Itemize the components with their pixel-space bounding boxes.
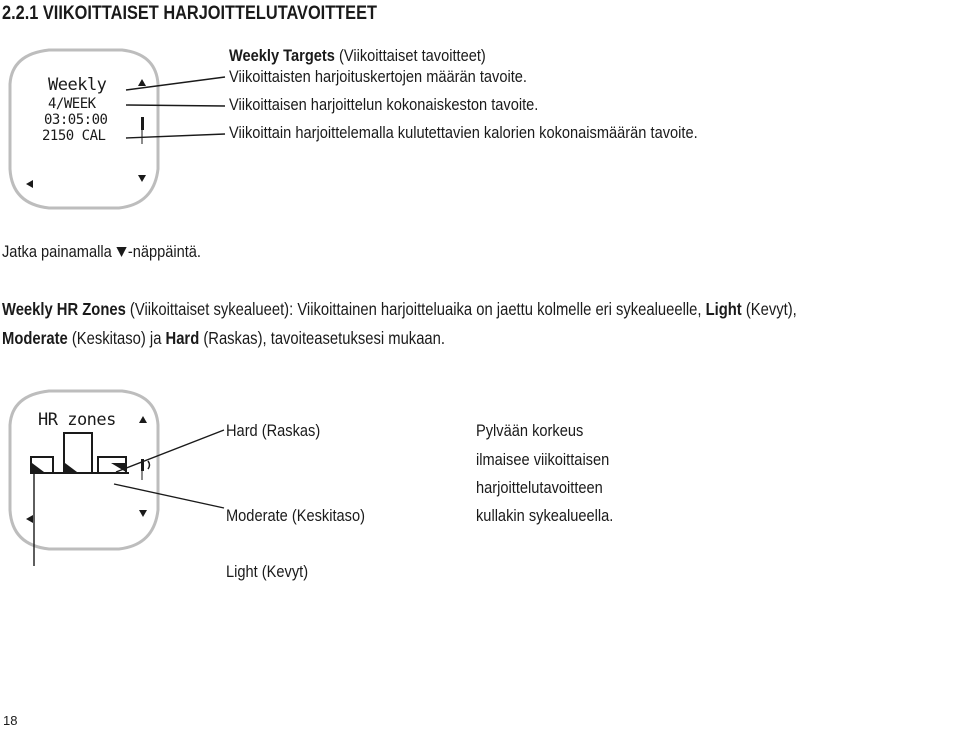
label-hard: Hard (Raskas) <box>226 421 321 440</box>
callout-lines-1 <box>120 70 230 150</box>
left-arrow-icon <box>26 180 33 188</box>
note-line-3: harjoittelutavoitteen <box>476 478 603 497</box>
note-line-2: ilmaisee viikoittaisen <box>476 450 610 469</box>
hr-zones-paragraph-line-1: Weekly HR Zones (Viikoittaiset sykealueet): Viikoittainen harjoitteluaika on jaettu kolmelle eri sykealueelle, Light (Kevyt), <box>2 299 797 319</box>
label-light: Light (Kevyt) <box>226 562 309 581</box>
watch-line-2: 4/WEEK <box>48 96 96 112</box>
note-line-4: kullakin sykealueella. <box>476 506 614 525</box>
down-arrow-icon <box>138 175 146 182</box>
watch-line-4: 2150 CAL <box>42 128 106 144</box>
target-calories: Viikoittain harjoittelemalla kulutettavien kalorien kokonaismäärän tavoite. <box>229 123 698 142</box>
target-sessions: Viikoittaisten harjoituskertojen määrän tavoite. <box>229 67 527 86</box>
watch-line-1: Weekly <box>48 75 107 95</box>
watch2-title: HR zones <box>38 410 116 430</box>
down-button-icon <box>116 246 128 258</box>
target-duration: Viikoittaisen harjoittelun kokonaiskeston tavoite. <box>229 95 539 114</box>
weekly-targets-title: Weekly Targets (Viikoittaiset tavoitteet) <box>229 46 486 65</box>
watch-line-3: 03:05:00 <box>44 112 108 128</box>
continue-instruction: Jatka painamalla -näppäintä. <box>2 242 201 261</box>
callout-line-light <box>30 462 230 572</box>
page-number: 18 <box>3 713 18 728</box>
label-moderate: Moderate (Keskitaso) <box>226 506 365 525</box>
hr-zones-paragraph-line-2: Moderate (Keskitaso) ja Hard (Raskas), tavoiteasetuksesi mukaan. <box>2 328 445 348</box>
section-heading: 2.2.1 VIIKOITTAISET HARJOITTELUTAVOITTEET <box>2 3 377 24</box>
note-line-1: Pylvään korkeus <box>476 421 584 440</box>
